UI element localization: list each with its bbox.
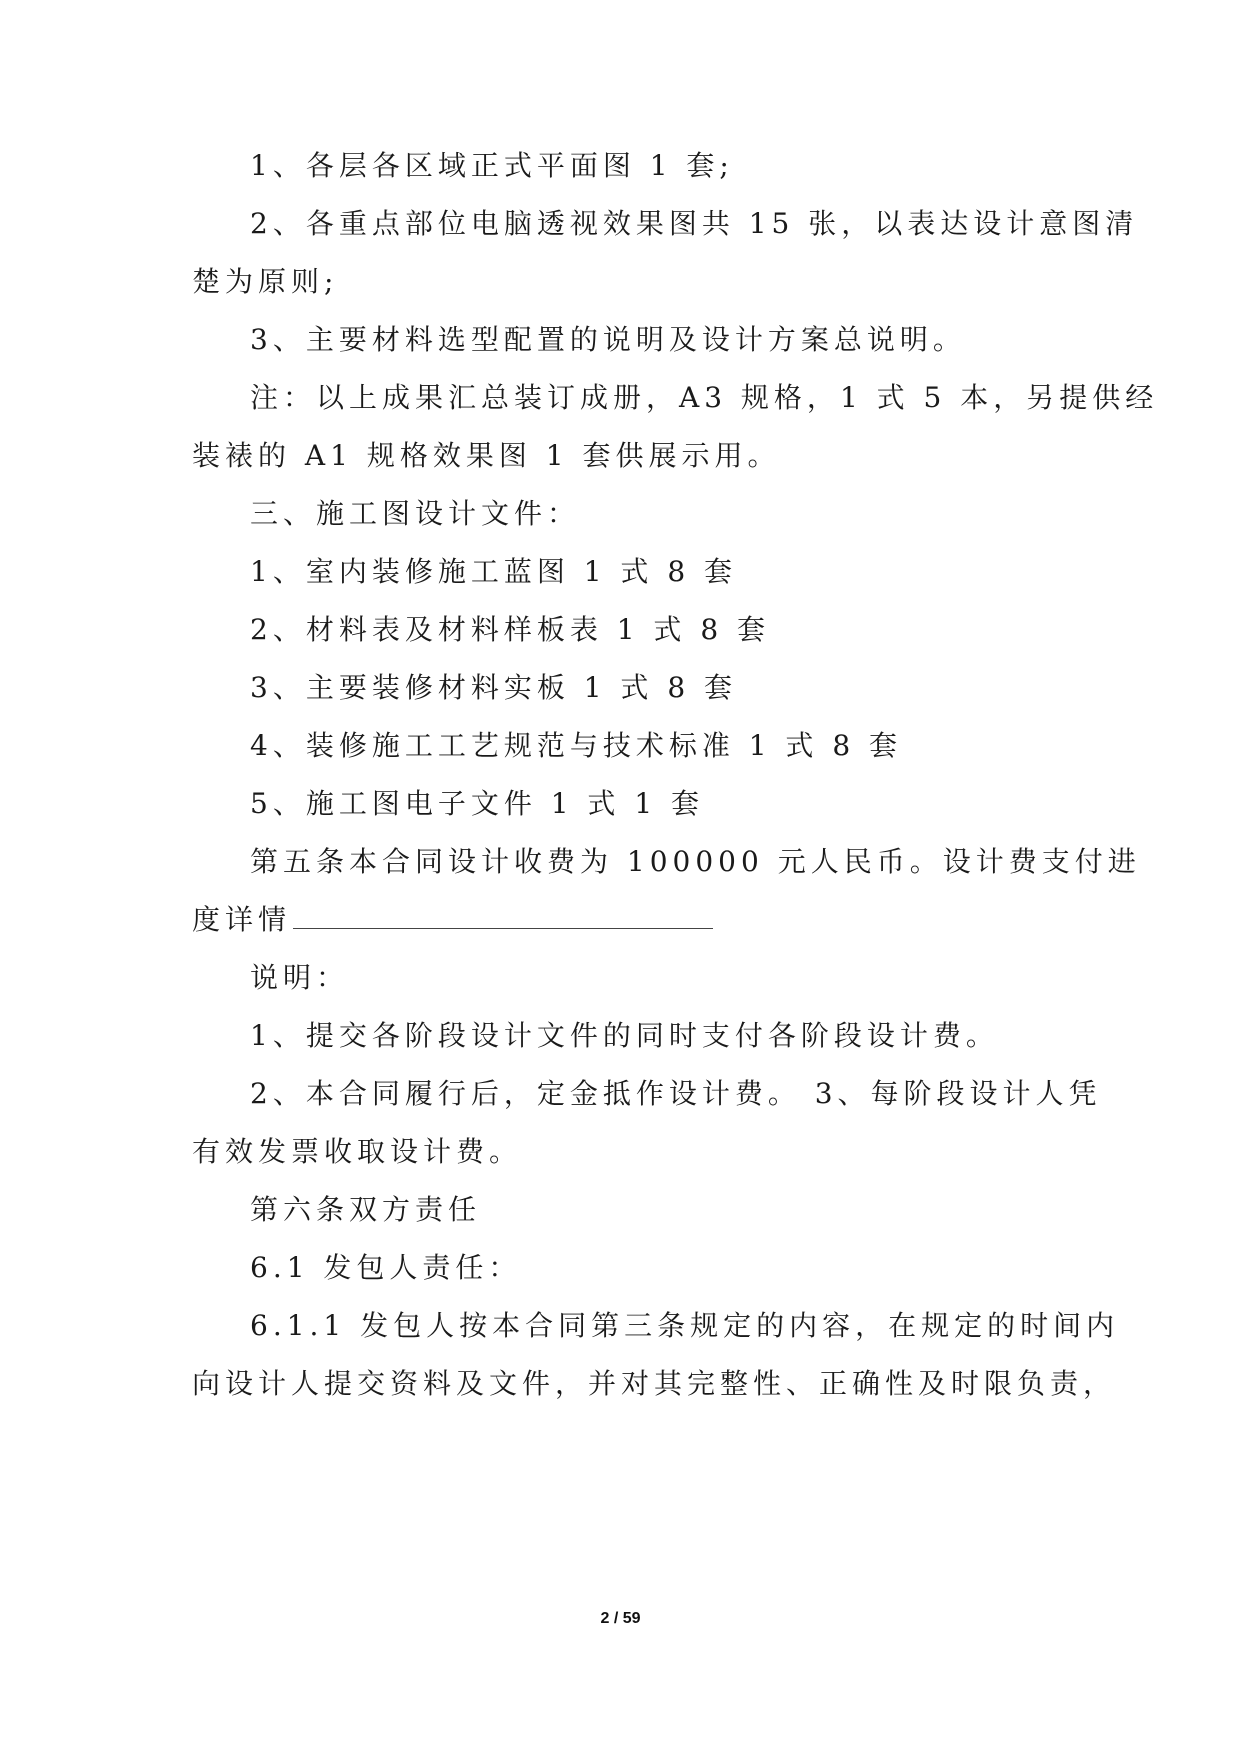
text-line: 2、各重点部位电脑透视效果图共 15 张，以表达设计意图清	[250, 207, 1139, 240]
text-line: 2、本合同履行后，定金抵作设计费。 3、每阶段设计人凭	[250, 1077, 1102, 1110]
text-line: 向设计人提交资料及文件，并对其完整性、正确性及时限负责，	[192, 1367, 1117, 1400]
text-line: 5、施工图电子文件 1 式 1 套	[250, 787, 705, 820]
page-number: 2 / 59	[600, 1610, 641, 1627]
text-line: 有效发票收取设计费。	[192, 1135, 523, 1168]
text-line: 1、各层各区域正式平面图 1 套;	[250, 149, 734, 182]
text-line: 2、材料表及材料样板表 1 式 8 套	[250, 613, 771, 646]
text-line: 6.1 发包人责任：	[250, 1251, 522, 1284]
text-line: 楚为原则;	[192, 265, 339, 298]
text-line: 注：以上成果汇总装订成册，A3 规格，1 式 5 本，另提供经	[250, 381, 1159, 414]
text-line: 3、主要材料选型配置的说明及设计方案总说明。	[250, 323, 966, 356]
text-line: 1、提交各阶段设计文件的同时支付各阶段设计费。	[250, 1019, 999, 1052]
text-line: 4、装修施工工艺规范与技术标准 1 式 8 套	[250, 729, 903, 762]
text-line: 3、主要装修材料实板 1 式 8 套	[250, 671, 738, 704]
fill-in-blank	[293, 900, 713, 929]
text-line-with-blank	[192, 900, 713, 940]
text-line: 1、室内装修施工蓝图 1 式 8 套	[250, 555, 738, 588]
text-fragment: 度详情	[192, 903, 292, 936]
text-line: 装裱的 A1 规格效果图 1 套供展示用。	[192, 439, 781, 472]
section-heading: 第六条双方责任	[250, 1193, 482, 1226]
text-line: 说明：	[250, 961, 350, 994]
text-line: 6.1.1 发包人按本合同第三条规定的内容，在规定的时间内	[250, 1309, 1120, 1342]
section-heading: 三、施工图设计文件：	[250, 497, 581, 530]
text-line: 第五条本合同设计收费为 100000 元人民币。设计费支付进	[250, 845, 1141, 878]
